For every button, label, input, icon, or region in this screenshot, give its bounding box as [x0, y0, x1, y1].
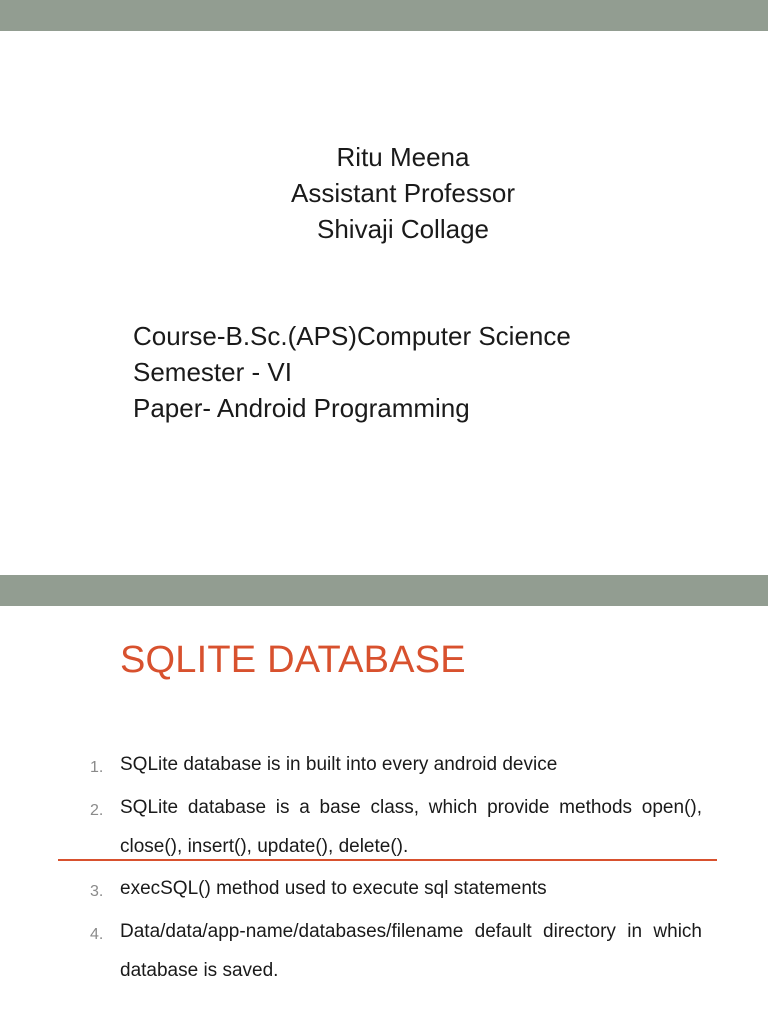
author-position: Assistant Professor: [291, 178, 515, 208]
list-text: Data/data/app-name/databases/filename default directory in which database is saved.: [120, 921, 702, 981]
author-name: Ritu Meena: [336, 142, 470, 172]
slide-2: [0, 575, 768, 1024]
list-text: SQLite database is a base class, which provide methods open(), close(), insert(), update(), delete().: [120, 797, 702, 857]
list-number: 2.: [90, 802, 104, 819]
slide-title: SQLITE DATABASE: [120, 639, 466, 681]
slide-header-bar: [0, 0, 768, 31]
list-text: execSQL() method used to execute sql statements: [120, 878, 547, 899]
semester: Semester - VI: [133, 357, 292, 387]
course-name: Course-B.Sc.(APS)Computer Science: [133, 321, 571, 351]
author-institution: Shivaji Collage: [317, 214, 489, 244]
list-text: SQLite database is in built into every android device: [120, 754, 558, 775]
list-number: 4.: [90, 926, 104, 943]
course-block: [133, 318, 571, 426]
slide-header-bar: [0, 575, 768, 606]
red-strike-line: [58, 859, 717, 861]
list-number: 1.: [90, 759, 104, 776]
paper-name: Paper- Android Programming: [133, 393, 470, 423]
author-block: [0, 139, 768, 247]
list-number: 3.: [90, 883, 104, 900]
